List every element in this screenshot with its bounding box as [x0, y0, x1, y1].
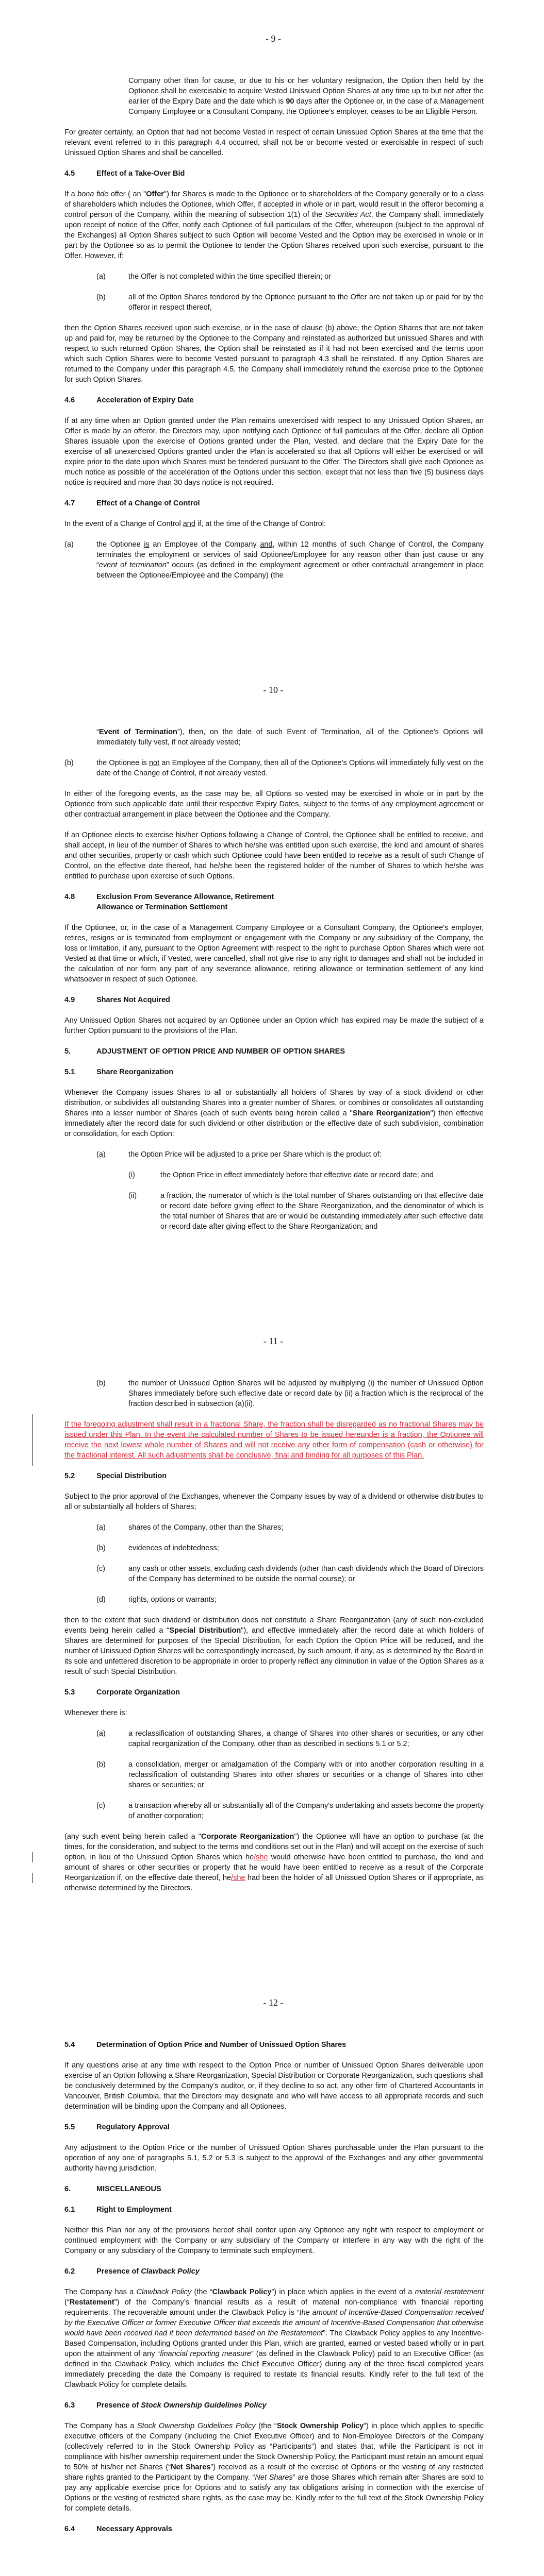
list-item — [64, 1564, 484, 1584]
list-item — [64, 272, 484, 282]
text-run: Corporate Organization — [96, 1688, 180, 1697]
list-item-label: (i) — [128, 1171, 135, 1179]
text-run: not — [149, 759, 160, 767]
section-heading — [64, 395, 484, 405]
paragraph — [64, 127, 484, 158]
inserted-text-run: /she — [231, 1874, 245, 1882]
section-title — [96, 2041, 346, 2049]
text-run: is — [144, 540, 150, 549]
section-number: 5.3 — [64, 1688, 75, 1697]
section-title — [96, 2267, 200, 2276]
section-number: 5. — [64, 1047, 71, 1056]
section-number: 4.9 — [64, 996, 75, 1004]
section-title — [96, 1688, 180, 1697]
page-body-10 — [64, 727, 484, 1232]
list-item-label: (b) — [96, 1760, 106, 1769]
text-run: ") for Shares is made to the Optionee or to shareholders of the Company generally or to a class of shareholders which includes the Optionee, which Offer, if accepted in whole or in part, would result in the offeror becoming a control person of the Company, within the meaning of subsection 1(1) of the — [64, 190, 484, 219]
list-item — [64, 758, 484, 778]
text-run: financial reporting measure — [160, 2350, 252, 2358]
section-title — [96, 2401, 267, 2410]
text-run: a fraction, the numerator of which is the total number of Shares outstanding on that effective date or record date before giving effect to the Share Reorganization, and the denominator of which is the total number of Shares that are or would be outstanding immediately after such effective date or record date after giving effect to the Share Reorganization; and — [160, 1192, 484, 1231]
section-heading — [64, 2266, 484, 2277]
list-item — [64, 1170, 484, 1180]
section-title — [96, 2185, 161, 2193]
list-item — [64, 1149, 484, 1160]
section-number: 4.5 — [64, 170, 75, 178]
text-run: If at any time when an Option granted under the Plan remains unexercised with respect to any Unissued Option Shares, an Offer is made by an offeror, the Directors may, upon notifying each Optionee of full particulars of the Offer, declare all Option Shares issuable upon the exercise of Options granted under the Plan, Vested, and declare that the Expiry Date for the exercise of all unexercised Options granted under the Plan is accelerated so that all Options will either be exercised or will expire prior to the date upon which Shares must be tendered pursuant to the Offer. The Directors shall give each Optionee as much notice as possible of the acceleration of the Options under this section, except that not less than five (5) business days notice is required and more than 30 days notice is not required. — [64, 417, 484, 487]
page-number: - 11 - — [263, 1336, 284, 1346]
text-run: Clawback Policy — [136, 2288, 192, 2296]
text-run: Right to Employment — [96, 2206, 172, 2214]
text-run: the Option Price will be adjusted to a price per Share which is the product of: — [128, 1150, 382, 1159]
section-heading — [64, 2205, 484, 2215]
section-heading — [64, 1471, 484, 1481]
paragraph — [64, 2225, 484, 2256]
text-run: an Employee of the Company — [149, 540, 260, 549]
paragraph — [64, 519, 484, 529]
paragraph — [64, 1492, 484, 1512]
text-run: would otherwise have been entitled to purchase, the kind and amount of shares or other securities or property that he would have been entitled to receive as a result of the Corporate Reorganization if, on the effective date thereof, he — [64, 1853, 484, 1882]
text-run: If the foregoing adjustment shall result in a fractional Share, the fraction shall be disregarded as no fractional Shares may be issued under this Plan. In the event the calculated number of Shares to be issued hereunder is a fraction, the Optionee will receive the next lowest whole number of Shares and will not receive any other form of compensation (cash or otherwise) for the fractional interest. All such adjustments shall be conclusive, final and binding for all purposes of this Plan. — [64, 1420, 484, 1460]
section-title-line: Exclusion From Severance Allowance, Retirement — [96, 893, 274, 901]
list-item — [64, 1728, 484, 1749]
text-run: days after the Optionee or, in the case of a Management Company Employee or a Consultant Company, the Optionee’s employer, ceases to be an Eligible Person. — [128, 97, 484, 116]
section-title-line: Allowance or Termination Settlement — [96, 903, 228, 911]
text-run: then to the extent that such dividend or distribution does not constitute a Share Reorganization (any of such non-excluded events being herein called a " — [64, 1616, 484, 1635]
text-run: and — [183, 520, 195, 528]
section-heading — [64, 2184, 484, 2194]
list-item — [64, 1378, 484, 1409]
section-heading — [64, 892, 484, 912]
text-run: the Offer is not completed within the time specified therein; or — [128, 273, 332, 281]
text-run: the Optionee is — [96, 759, 149, 767]
list-item — [64, 1191, 484, 1232]
text-run: the Option Price in effect immediately before that effective date or record date; and — [160, 1171, 434, 1179]
text-run: Presence of — [96, 2401, 141, 2410]
section-number: 4.7 — [64, 499, 75, 507]
text-run: Whenever the Company issues Shares to all or substantially all holders of Shares by way of a stock dividend or other distribution, or subdivides all outstanding Shares into a greater number of Shares, or combines or consolidates all outstanding Shares into a lesser number of Shares (each of such events being herein called a " — [64, 1089, 484, 1117]
list-item — [64, 292, 484, 313]
paragraph — [64, 789, 484, 820]
section-title — [96, 2123, 170, 2131]
text-run: If a — [64, 190, 78, 198]
list-item-label: (ii) — [128, 1192, 137, 1200]
paragraph — [64, 2287, 484, 2390]
section-title — [96, 1472, 167, 1480]
paragraph — [64, 2143, 484, 2174]
text-run: Any Unissued Option Shares not acquired by an Optionee under an Option which has expired may be made the subject of a further Option pursuant to the provisions of the Plan. — [64, 1016, 484, 1035]
text-run: Determination of Option Price and Number of Unissued Option Shares — [96, 2041, 347, 2049]
text-run: ADJUSTMENT OF OPTION PRICE AND NUMBER OF OPTION SHARES — [96, 1047, 345, 1056]
section-heading — [64, 2400, 484, 2411]
text-run: ") the Optionee will have an option to purchase (at the times, for the consideration, and subject to the terms and conditions set out in the Plan) and will accept on the exercise of such option, in lieu of the Unissued Option Shares which he — [64, 1833, 484, 1861]
text-run: If any questions arise at any time with respect to the Option Price or number of Unissued Option Shares deliverable upon exercise of an Option following a Share Reorganization, Special Distribution or Corporate Reorganization, such questions shall be conclusively determined by the Company’s auditor, or, if they decline to so act, any other firm of Chartered Accountants in Vancouver, British Columbia, that the Directors may designate and who will have access to all appropriate records and such determination will be binding upon the Company and all Optionees. — [64, 2061, 484, 2111]
list-item-label: (a) — [96, 273, 106, 281]
list-item — [64, 1522, 484, 1533]
text-run: Regulatory Approval — [96, 2123, 170, 2131]
text-run: then the Option Shares received upon such exercise, or in the case of clause (b) above, the Option Shares that are not taken up and paid for, may be returned by the Optionee to the Company and reinstated as authorized but unissued Shares and with respect to such returned Option Shares, the Option shall be reinstated as if it had not been exercised and the terms upon which such Option Shares were to become Vested pursuant to paragraph 4.3 shall be reinstated. If any Option Shares are returned to the Company under this paragraph 4.5, the Company shall immediately refund the exercise price to the Optionee for such Option Shares. — [64, 324, 484, 384]
page-10 — [0, 685, 544, 1232]
text-run: bona fide — [77, 190, 109, 198]
text-run: ” are those Shares which remain after Shares are sold to pay any applicable exercise price for Options and to satisfy any tax obligations arising in connection with the exercise of Options or the vesting of restricted share rights, as the case may be. Kindly refer to the full text of the Stock Ownership Policy for complete details. — [64, 2473, 484, 2513]
text-run: the Optionee — [96, 540, 144, 549]
section-number: 4.8 — [64, 893, 75, 901]
section-number: 5.2 — [64, 1472, 75, 1480]
paragraph — [64, 2060, 484, 2112]
text-run: an Employee of the Company, then all of the Optionee’s Options will immediately fully vest on the date of the Change of Control, if not already vested. — [96, 759, 484, 777]
section-number: 6. — [64, 2185, 71, 2193]
text-run: (the “ — [255, 2422, 277, 2430]
text-run: Presence of — [96, 2267, 141, 2276]
text-run: Restatement — [69, 2298, 114, 2307]
page-number: - 10 - — [263, 685, 284, 695]
paragraph — [64, 1832, 484, 1893]
text-run: In either of the foregoing events, as the case may be, all Options so vested may be exercised in whole or in part by the Optionee from such applicable date until their respective Expiry Dates, subject to the terms of any employment agreement or other contractual arrangement in place between the Optionee and the Company. — [64, 790, 484, 819]
text-run: Special Distribution — [96, 1472, 167, 1480]
continued-paragraph — [64, 76, 484, 117]
text-run: material restatement — [415, 2288, 484, 2296]
section-title — [96, 396, 194, 404]
section-title — [96, 996, 170, 1004]
section-number: 6.2 — [64, 2267, 75, 2276]
document — [0, 33, 544, 2534]
section-title — [96, 2206, 172, 2214]
paragraph — [64, 2421, 484, 2514]
text-run: Share Reorganization — [352, 1109, 431, 1117]
paragraph — [64, 416, 484, 488]
list-item — [64, 539, 484, 581]
list-item — [64, 1543, 484, 1553]
text-run: Clawback Policy — [141, 2267, 200, 2276]
text-run: Stock Ownership Guidelines Policy — [141, 2401, 267, 2410]
paragraph — [64, 923, 484, 985]
page-11 — [0, 1336, 544, 1893]
text-run: Stock Ownership Guidelines Policy — [137, 2422, 256, 2430]
text-run: Securities Act — [325, 211, 371, 219]
list-item-label: (a) — [96, 1523, 106, 1532]
page-body-9 — [64, 76, 484, 581]
section-title — [96, 1068, 173, 1076]
paragraph — [64, 1088, 484, 1139]
section-heading — [64, 2524, 484, 2534]
section-number: 6.1 — [64, 2206, 75, 2214]
page-number: - 12 - — [263, 1997, 284, 2008]
section-number: 4.6 — [64, 396, 75, 404]
section-heading — [64, 1067, 484, 1077]
text-run: Whenever there is: — [64, 1709, 127, 1717]
section-heading — [64, 1687, 484, 1698]
text-run: shares of the Company, other than the Shares; — [128, 1523, 284, 1532]
paragraph — [64, 1015, 484, 1036]
inserted-paragraph — [64, 1419, 484, 1461]
section-number: 6.4 — [64, 2525, 75, 2533]
page-9 — [0, 33, 544, 581]
text-run: offer ( an " — [108, 190, 146, 198]
list-item-label: (b) — [96, 1379, 106, 1387]
text-run: Event of Termination — [98, 728, 177, 736]
section-title — [96, 170, 185, 178]
text-run: Any adjustment to the Option Price or the number of Unissued Option Shares purchasable under the Plan pursuant to the operation of any one of paragraphs 5.1, 5.2 or 5.3 is subject to the approval of the Exchanges and any other governmental authority having jurisdiction. — [64, 2144, 484, 2173]
text-run: and — [260, 540, 273, 549]
section-number: 5.4 — [64, 2041, 75, 2049]
text-run: the amount of Incentive-Based Compensation received by the Executive Officer or former Executive Officer that exceeds the amount of Incentive-Based Compensation that otherwise would have been received had it been determined based on the Restatement — [64, 2309, 484, 2337]
list-item-label: (d) — [96, 1596, 106, 1604]
text-run: "), and effective immediately after the record date at which holders of Shares are determined for purposes of the Special Distribution, for each Option the Option Price will be reduced, and the number of Unissued Option Shares will be correspondingly increased, by such amount, if any, as is determined by the Board in its sole and unfettered discretion to be appropriate in order to properly reflect any diminution in value of the Option Shares as a result of such Special Distribution. — [64, 1626, 484, 1676]
paragraph — [64, 830, 484, 882]
paragraph — [64, 189, 484, 261]
text-run: For greater certainty, an Option that had not become Vested in respect of certain Unissued Option Shares at the time that the relevant event referred to in this paragraph 4.4 occurred, shall not be or become vested or exercisable in respect of such Unissued Option Shares and shall be cancelled. — [64, 128, 484, 157]
list-item-label: (c) — [96, 1802, 105, 1810]
text-run: (the “ — [191, 2288, 212, 2296]
page-12 — [0, 1997, 544, 2534]
text-run: any cash or other assets, excluding cash dividends (other than cash dividends which the Board of Directors of the Company has determined to be outside the normal course); or — [128, 1565, 484, 1583]
page-body-12 — [64, 2040, 484, 2534]
text-run: Neither this Plan nor any of the provisions hereof shall confer upon any Optionee any right with respect to employment or continued employment with the Company or any subsidiary of the Company or interfere in any way with the right of the Company or any subsidiary of the Company to terminate such employment. — [64, 2226, 484, 2255]
text-run: all of the Option Shares tendered by the Optionee pursuant to the Offer are not taken up or paid for by the offeror in respect thereof, — [128, 293, 484, 312]
list-item-label: (b) — [96, 293, 106, 301]
section-heading — [64, 498, 484, 509]
text-run: Corporate Reorganization — [201, 1833, 294, 1841]
text-run: had been the holder of all Unissued Option Shares or if appropriate, as otherwise determined by the Directors. — [64, 1874, 484, 1892]
paragraph — [64, 323, 484, 385]
section-heading — [64, 168, 484, 179]
text-run: MISCELLANEOUS — [96, 2185, 161, 2193]
list-item — [64, 1595, 484, 1605]
section-title — [96, 2525, 172, 2533]
text-run: The Company has a — [64, 2288, 137, 2296]
list-item-label: (b) — [64, 759, 74, 767]
text-run: ") then effective immediately after the record date for such dividend or other distribution or the effective date of such subdivision, combination or consolidation, for each Option: — [64, 1109, 484, 1138]
page-body-11 — [64, 1378, 484, 1893]
text-run: ”) in place which applies to specific executive officers of the Company (including the Chief Executive Officer) and to Non-Employee Directors of the Company (collectively referred to in the Stock Ownership Policy as “Participants”) and states that, while the Participant is not in compliance with his/her ownership requirement under the Stock Ownership Policy, the Participant must retain an amount equal to 50% of his/her net Shares (“ — [64, 2422, 484, 2471]
list-item — [64, 1801, 484, 1821]
text-run: Clawback Policy — [212, 2288, 272, 2296]
text-run: ”), then, on the date of such Event of Termination, all of the Optionee’s Options will immediately fully vest, if not already vested; — [96, 728, 484, 747]
text-run: In the event of a Change of Control — [64, 520, 183, 528]
text-run: Company other than for cause, or due to his or her voluntary resignation, the Option then held by the Optionee shall be exercisable to acquire Vested Unissued Option Shares at any time up to but not after the earlier of the Expiry Date and the date which is — [128, 77, 484, 106]
list-item-label: (b) — [96, 1544, 106, 1552]
text-run: (any such event being herein called a " — [64, 1833, 202, 1841]
text-run: Acceleration of Expiry Date — [96, 396, 194, 404]
text-run: a reclassification of outstanding Shares, a change of Shares into other shares or securities, or any other capital reorganization of the Company, other than as described in sections 5.1 or 5.2; — [128, 1730, 484, 1748]
text-run: ”. The Clawback Policy applies to any Incentive-Based Compensation, including Options granted under this Plan, which are granted, earned or vested based wholly or in part upon the attainment of any “ — [64, 2329, 484, 2358]
section-title — [96, 499, 200, 507]
text-run: a consolidation, merger or amalgamation of the Company with or into another corporation resulting in a reclassification of outstanding Shares into other shares or securities or a change of Shares into other shares or securities; or — [128, 1760, 484, 1789]
list-item-label: (c) — [96, 1565, 105, 1573]
text-run: ” occurs (as defined in the employment agreement or other contractual arrangement in place between the Optionee/Employee and the Company) (the — [96, 561, 484, 580]
text-run: Special Distribution — [169, 1626, 241, 1635]
text-run: rights, options or warrants; — [128, 1596, 217, 1604]
text-run: Net Shares — [255, 2473, 293, 2482]
text-run: Shares Not Acquired — [96, 996, 170, 1004]
text-run: Net Shares — [171, 2463, 211, 2471]
section-number: 6.3 — [64, 2401, 75, 2410]
text-run: a transaction whereby all or substantially all of the Company's undertaking and assets become the property of another corporation; — [128, 1802, 484, 1820]
section-heading — [64, 995, 484, 1005]
text-run: Share Reorganization — [96, 1068, 174, 1076]
text-run: , within 12 months of such Change of Control, the Company terminates the employment or services of said Optionee/Employee for any reason other than just cause or any “ — [96, 540, 484, 569]
text-run: if, at the time of the Change of Control: — [195, 520, 326, 528]
text-run: the number of Unissued Option Shares will be adjusted by multiplying (i) the number of Unissued Option Shares immediately before such effective date or record date by (ii) a fraction which is the reciprocal of the fraction described in subsection (a)(ii). — [128, 1379, 484, 1408]
text-run: Stock Ownership Policy — [276, 2422, 364, 2430]
text-run: The Company has a — [64, 2422, 138, 2430]
list-item-label: (a) — [96, 1150, 106, 1159]
list-item-label: (a) — [64, 540, 74, 549]
text-run: ”) in place which applies in the event of a — [271, 2288, 415, 2296]
list-item — [64, 1759, 484, 1790]
list-item-label: (a) — [96, 1730, 106, 1738]
text-run: , the Company shall, immediately upon receipt of notice of the Offer, notify each Optionee of full particulars of the Offer, whereupon (subject to the approval of the Exchanges) all Option Shares subject to such Option will become Vested and the Option may be exercised in whole or in part by the Optionee so as to permit the Optionee to tender the Option Shares received upon such exercise, pursuant to the Offer. However, if: — [64, 211, 484, 260]
text-run: Effect of a Take-Over Bid — [96, 170, 185, 178]
section-number: 5.1 — [64, 1068, 75, 1076]
text-run: evidences of indebtedness; — [128, 1544, 219, 1552]
text-run: event of termination — [98, 561, 167, 569]
text-run: Subject to the prior approval of the Exchanges, whenever the Company issues by way of a dividend or otherwise distributes to all or substantially all holders of Shares; — [64, 1493, 484, 1511]
text-run: Effect of a Change of Control — [96, 499, 200, 507]
text-run: If the Optionee, or, in the case of a Management Company Employee or a Consultant Company, the Optionee's employer, retires, resigns or is terminated from employment or engagement with the Company or any subsidiary of the Company, the loss or limitation, if any, pursuant to the Option Agreement with respect to the right to purchase Option Shares which were not Vested at that time or which, if Vested, were cancelled, shall not give rise to any right to damages and shall not be included in the calculation of nor form any part of any severance allowance, retiring allowance or termination settlement of any kind whatsoever in respect of such Optionee. — [64, 924, 484, 984]
section-heading — [64, 1046, 484, 1057]
paragraph — [64, 1615, 484, 1677]
text-run: Offer — [146, 190, 164, 198]
inserted-text-run: /she — [254, 1853, 268, 1861]
section-number: 5.5 — [64, 2123, 75, 2131]
section-title — [96, 1047, 345, 1056]
text-run: If an Optionee elects to exercise his/her Options following a Change of Control, the Optionee shall be entitled to receive, and shall accept, in lieu of the number of Shares to which he/she was entitled upon such exercise, the kind and amount of shares and other securities, property or cash which such Optionee could have been entitled to receive as a result of such Change of Control, on the effective date thereof, had he/she been the registered holder of the number of Shares to which he/she was entitled to purchase upon exercise of such Options. — [64, 831, 484, 880]
section-heading — [64, 2122, 484, 2132]
paragraph — [64, 1708, 484, 1718]
text-run: 90 — [286, 97, 294, 106]
continued-paragraph — [64, 727, 484, 748]
text-run: ”) of the Company’s financial results as a result of material non-compliance with financial reporting requirements. The recoverable amount under the Clawback Policy is “ — [64, 2298, 484, 2317]
page-number: - 9 - — [266, 33, 281, 44]
text-run: ” (as defined in the Clawback Policy) paid to an Executive Officer (as defined in the Clawback Policy, which includes the Chief Executive Officer) during any of the three fiscal completed years immediately preceding the date the Company is required to restate its financial results. Kindly refer to the full text of the Clawback Policy for complete details. — [64, 2350, 484, 2389]
text-run: ”) received as a result of the exercise of Options or the vesting of any restricted share rights granted to the Participant by the Company. “ — [64, 2463, 484, 2482]
text-run: “ — [96, 728, 99, 736]
text-run: Necessary Approvals — [96, 2525, 172, 2533]
section-heading — [64, 2040, 484, 2050]
text-run: (“ — [64, 2298, 70, 2307]
